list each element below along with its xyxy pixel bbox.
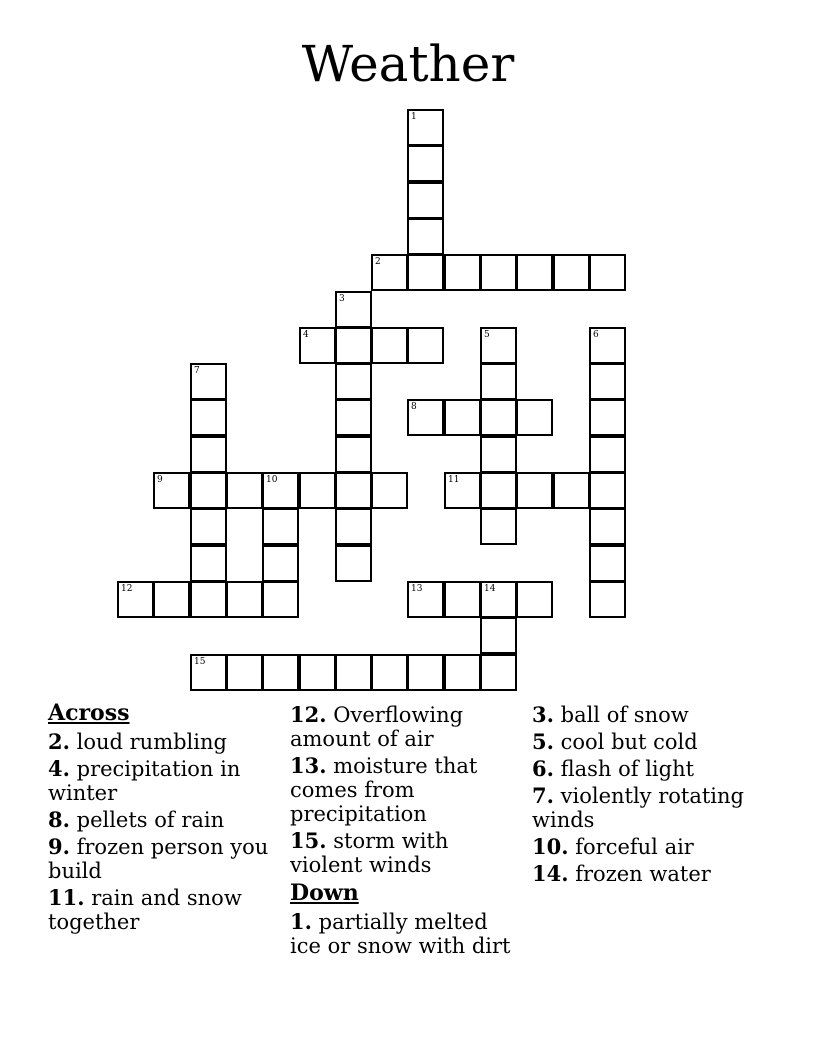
cell-number: 10 [266, 475, 278, 485]
cell-number: 4 [303, 330, 309, 340]
cell-number: 2 [375, 257, 381, 267]
clues-column-3 [532, 700, 772, 889]
grid-cell[interactable] [190, 508, 227, 545]
grid-cell[interactable] [190, 654, 227, 691]
grid-cell[interactable] [407, 109, 444, 146]
grid-cell[interactable] [335, 399, 372, 436]
grid-cell[interactable] [299, 472, 336, 509]
grid-cell[interactable] [444, 254, 481, 291]
clue-across-12: 12. Overflowing amount of air [290, 702, 464, 751]
cell-number: 5 [484, 330, 490, 340]
grid-cell[interactable] [444, 654, 481, 691]
clue-across-8: 8. pellets of rain [48, 807, 225, 832]
grid-cell[interactable] [226, 654, 263, 691]
grid-cell[interactable] [299, 327, 336, 364]
clues-column-1 [48, 700, 288, 937]
grid-cell[interactable] [262, 654, 299, 691]
grid-cell[interactable] [371, 327, 408, 364]
grid-cell[interactable] [480, 654, 517, 691]
grid-cell[interactable] [407, 145, 444, 182]
grid-cell[interactable] [589, 472, 626, 509]
grid-cell[interactable] [516, 254, 553, 291]
grid-cell[interactable] [371, 472, 408, 509]
cell-number: 1 [411, 112, 417, 122]
grid-cell[interactable] [190, 436, 227, 473]
grid-cell[interactable] [480, 472, 517, 509]
grid-cell[interactable] [371, 654, 408, 691]
grid-cell[interactable] [335, 436, 372, 473]
clue-down-1: 1. partially melted ice or snow with dirt [290, 909, 511, 958]
grid-cell[interactable] [153, 472, 190, 509]
grid-cell[interactable] [190, 472, 227, 509]
grid-cell[interactable] [335, 363, 372, 400]
grid-cell[interactable] [190, 581, 227, 618]
grid-cell[interactable] [480, 617, 517, 654]
grid-cell[interactable] [444, 581, 481, 618]
cell-number: 15 [194, 657, 206, 667]
grid-cell[interactable] [262, 545, 299, 582]
grid-cell[interactable] [371, 254, 408, 291]
grid-cell[interactable] [407, 654, 444, 691]
cell-number: 6 [593, 330, 599, 340]
grid-cell[interactable] [335, 654, 372, 691]
grid-cell[interactable] [262, 508, 299, 545]
clues-column-2 [290, 700, 520, 961]
grid-cell[interactable] [444, 399, 481, 436]
grid-cell[interactable] [516, 581, 553, 618]
grid-cell[interactable] [262, 581, 299, 618]
grid-cell[interactable] [589, 363, 626, 400]
grid-cell[interactable] [153, 581, 190, 618]
grid-cell[interactable] [516, 472, 553, 509]
grid-cell[interactable] [335, 291, 372, 328]
clue-across-4: 4. precipitation in winter [48, 756, 241, 805]
clue-down-3: 3. ball of snow [532, 702, 689, 727]
grid-cell[interactable] [589, 581, 626, 618]
grid-cell[interactable] [553, 472, 590, 509]
clue-across-2: 2. loud rumbling [48, 729, 227, 754]
grid-cell[interactable] [335, 327, 372, 364]
cell-number: 11 [448, 475, 460, 485]
grid-cell[interactable] [335, 508, 372, 545]
puzzle-title: Weather [301, 35, 515, 93]
cell-number: 7 [194, 366, 200, 376]
clue-across-15: 15. storm with violent winds [290, 828, 449, 877]
grid-cell[interactable] [226, 472, 263, 509]
clue-across-11: 11. rain and snow together [48, 885, 242, 934]
across-heading: Across [48, 700, 130, 726]
clue-down-6: 6. flash of light [532, 756, 695, 781]
grid-cell[interactable] [589, 399, 626, 436]
grid-cell[interactable] [480, 363, 517, 400]
clue-across-9: 9. frozen person you build [48, 834, 269, 883]
grid-cell[interactable] [589, 436, 626, 473]
grid-cell[interactable] [407, 218, 444, 255]
cell-number: 8 [411, 402, 417, 412]
grid-cell[interactable] [480, 581, 517, 618]
grid-cell[interactable] [407, 581, 444, 618]
grid-cell[interactable] [589, 508, 626, 545]
clue-down-7: 7. violently rotating winds [532, 783, 744, 832]
grid-cell[interactable] [226, 581, 263, 618]
grid-cell[interactable] [589, 327, 626, 364]
grid-cell[interactable] [190, 545, 227, 582]
grid-cell[interactable] [407, 399, 444, 436]
clue-down-10: 10. forceful air [532, 834, 694, 859]
cell-number: 13 [411, 584, 423, 594]
grid-cell[interactable] [407, 182, 444, 219]
grid-cell[interactable] [480, 254, 517, 291]
grid-cell[interactable] [480, 508, 517, 545]
grid-cell[interactable] [335, 545, 372, 582]
grid-cell[interactable] [553, 254, 590, 291]
grid-cell[interactable] [262, 472, 299, 509]
grid-cell[interactable] [117, 581, 154, 618]
grid-cell[interactable] [190, 399, 227, 436]
clue-down-14: 14. frozen water [532, 861, 711, 886]
clue-down-5: 5. cool but cold [532, 729, 698, 754]
grid-cell[interactable] [589, 545, 626, 582]
grid-cell[interactable] [299, 654, 336, 691]
grid-cell[interactable] [407, 327, 444, 364]
down-heading: Down [290, 880, 359, 906]
grid-cell[interactable] [444, 472, 481, 509]
grid-cell[interactable] [589, 254, 626, 291]
cell-number: 9 [157, 475, 163, 485]
cell-number: 14 [484, 584, 496, 594]
grid-cell[interactable] [516, 399, 553, 436]
grid-cell[interactable] [480, 436, 517, 473]
grid-cell[interactable] [480, 327, 517, 364]
grid-cell[interactable] [335, 472, 372, 509]
clue-across-13: 13. moisture that comes from precipitation [290, 753, 478, 826]
grid-cell[interactable] [480, 399, 517, 436]
cell-number: 3 [339, 294, 345, 304]
grid-cell[interactable] [407, 254, 444, 291]
cell-number: 12 [121, 584, 133, 594]
grid-cell[interactable] [190, 363, 227, 400]
